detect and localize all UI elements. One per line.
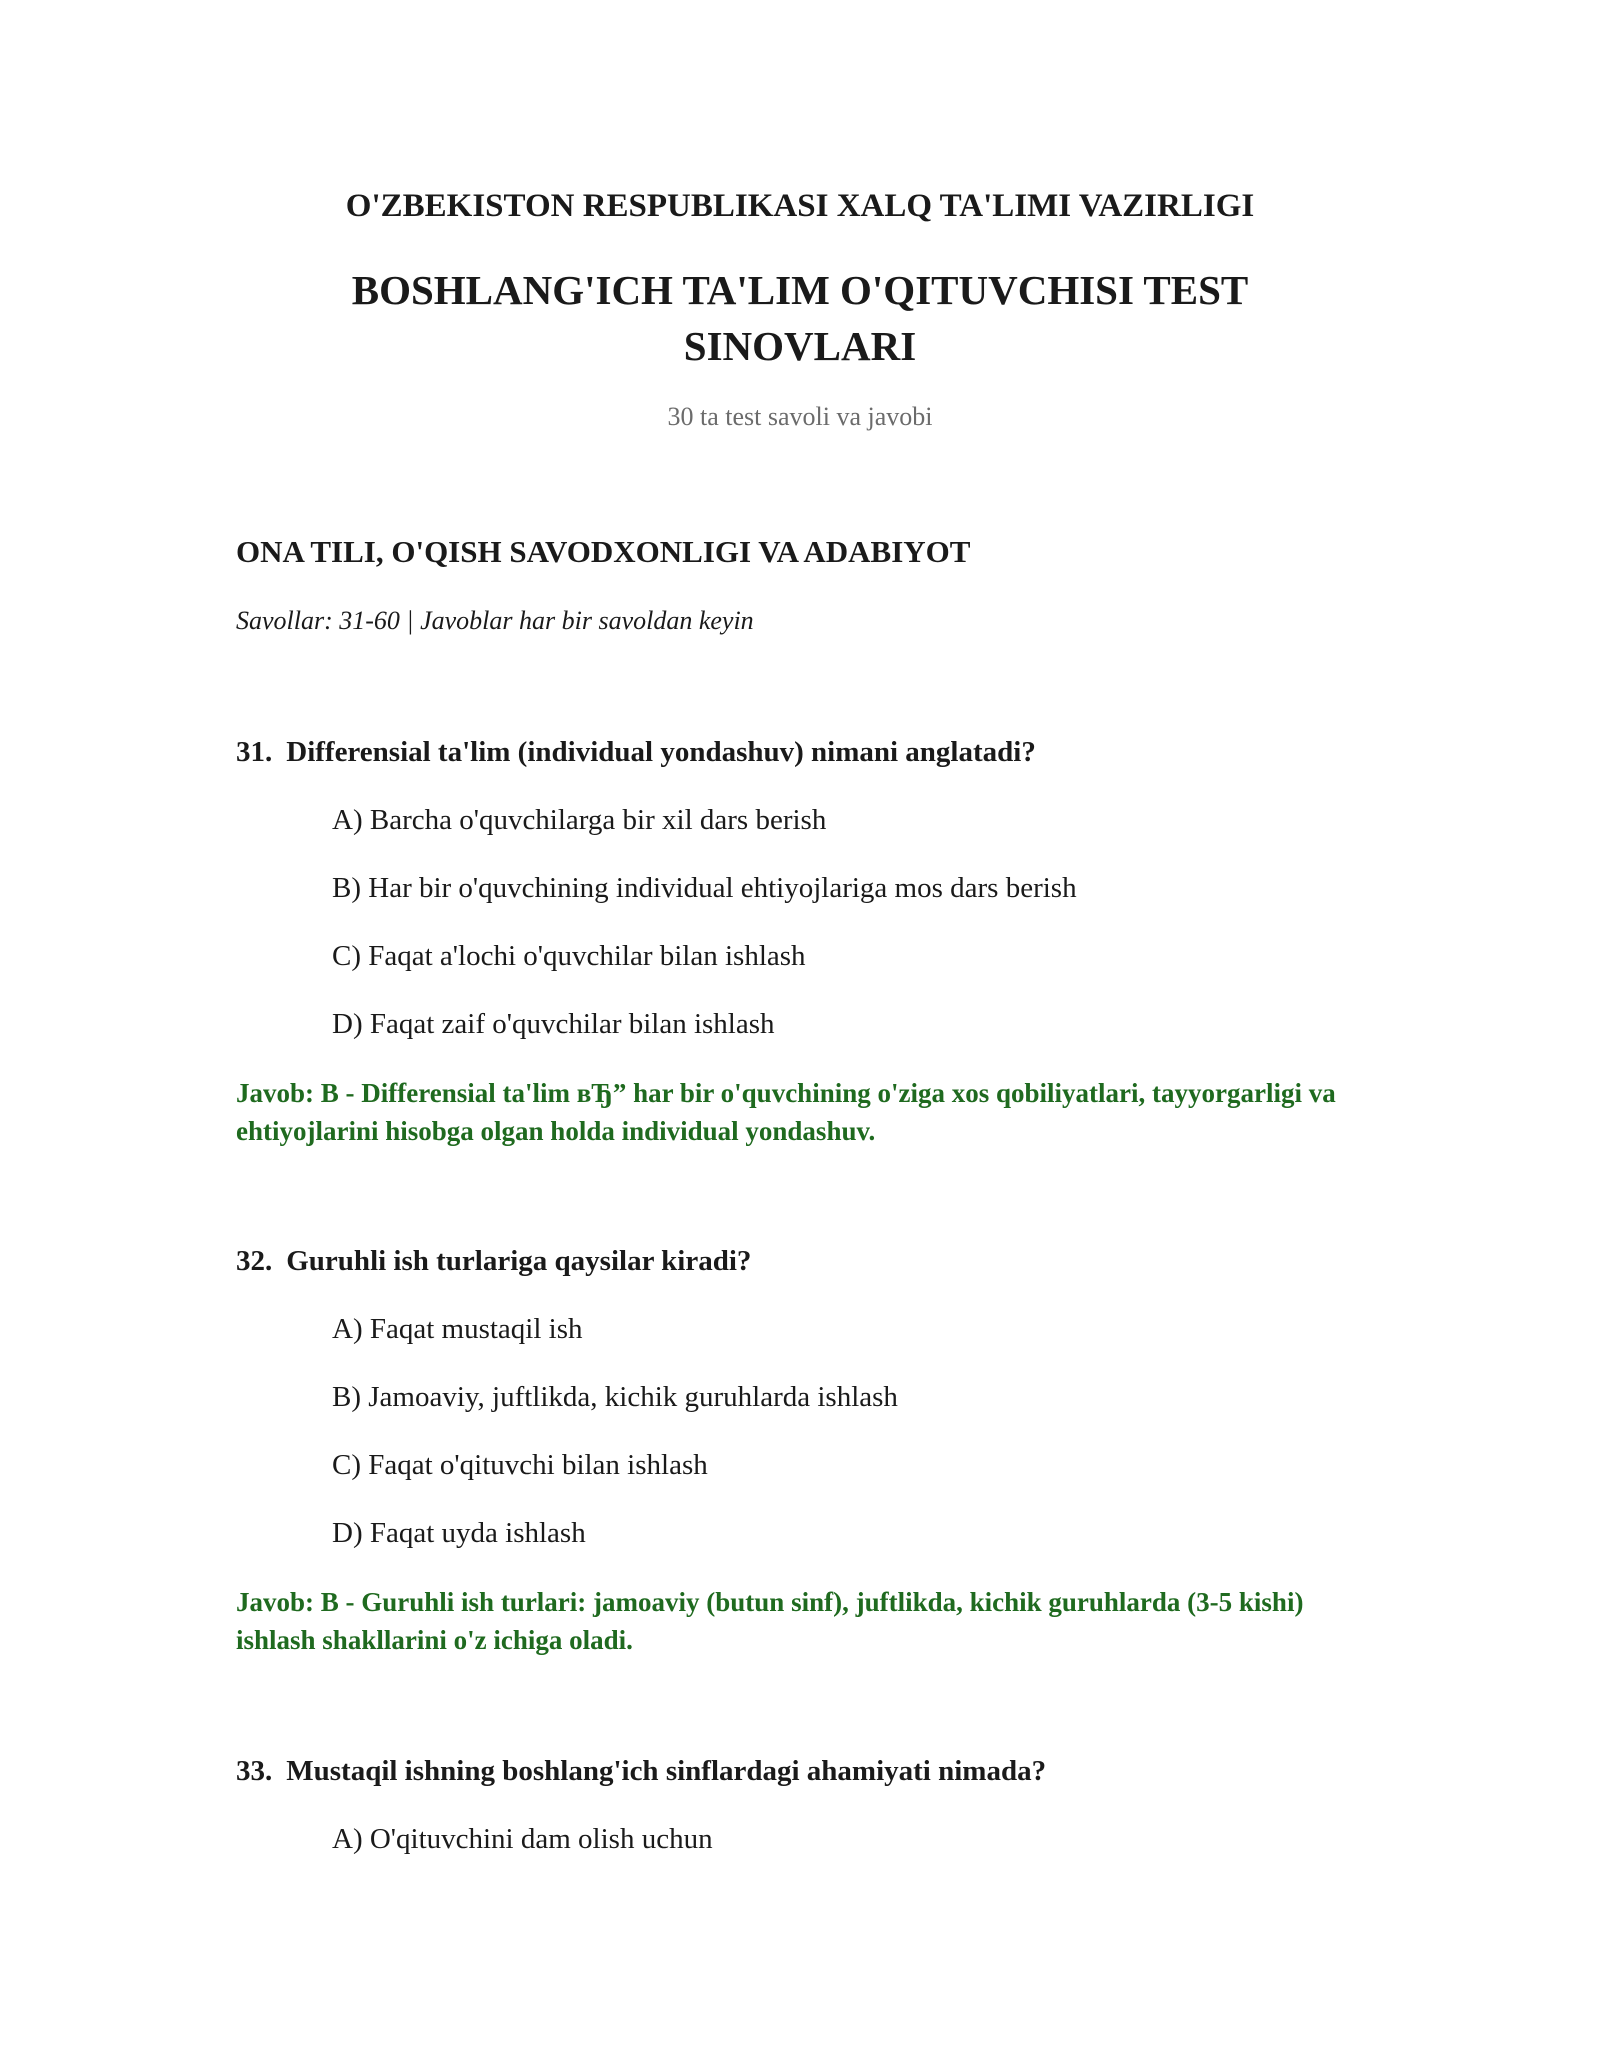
option-b: B) Har bir o'quvchining individual ehtiyojlariga mos dars berish — [332, 872, 1077, 904]
document-title: BOSHLANG'ICH TA'LIM O'QITUVCHISI TEST SINOVLARI — [351, 267, 1249, 369]
answer-31: Javob: B - Differensial ta'lim вЂ” har bir o'quvchining o'ziga xos qobiliyatlari, tayyorgarligi va ehtiyojlarini hisobga olgan holda individual yondashuv. — [236, 1078, 1336, 1146]
option-d: D) Faqat uyda ishlash — [332, 1517, 586, 1549]
option-c: C) Faqat a'lochi o'quvchilar bilan ishlash — [332, 940, 806, 972]
option-c: C) Faqat o'qituvchi bilan ishlash — [332, 1449, 708, 1481]
question-number: 32. — [236, 1245, 273, 1277]
option-b: B) Jamoaviy, juftlikda, kichik guruhlarda ishlash — [332, 1381, 898, 1413]
question-31 — [236, 736, 1036, 769]
option-a: A) O'qituvchini dam olish uchun — [332, 1823, 713, 1855]
ministry-heading: O'ZBEKISTON RESPUBLIKASI XALQ TA'LIMI VAZIRLIGI — [345, 188, 1255, 224]
question-text: Differensial ta'lim (individual yondashuv) nimani anglatadi? — [286, 736, 1036, 768]
question-32 — [236, 1245, 751, 1278]
question-33 — [236, 1755, 1046, 1788]
document-subtitle: 30 ta test savoli va javobi — [667, 402, 933, 431]
section-meta: Savollar: 31-60 | Javoblar har bir savoldan keyin — [236, 606, 754, 635]
option-a: A) Faqat mustaqil ish — [332, 1313, 583, 1345]
question-number: 31. — [236, 736, 273, 768]
option-d: D) Faqat zaif o'quvchilar bilan ishlash — [332, 1008, 775, 1040]
question-text: Guruhli ish turlariga qaysilar kiradi? — [286, 1245, 752, 1277]
section-title: ONA TILI, O'QISH SAVODXONLIGI VA ADABIYOT — [236, 534, 971, 569]
question-number: 33. — [236, 1755, 273, 1787]
answer-32: Javob: B - Guruhli ish turlari: jamoaviy (butun sinf), juftlikda, kichik guruhlarda (3-5 kishi) ishlash shakllarini o'z ichiga oladi. — [236, 1587, 1304, 1655]
question-text: Mustaqil ishning boshlang'ich sinflardagi ahamiyati nimada? — [286, 1755, 1047, 1787]
option-a: A) Barcha o'quvchilarga bir xil dars berish — [332, 804, 827, 836]
